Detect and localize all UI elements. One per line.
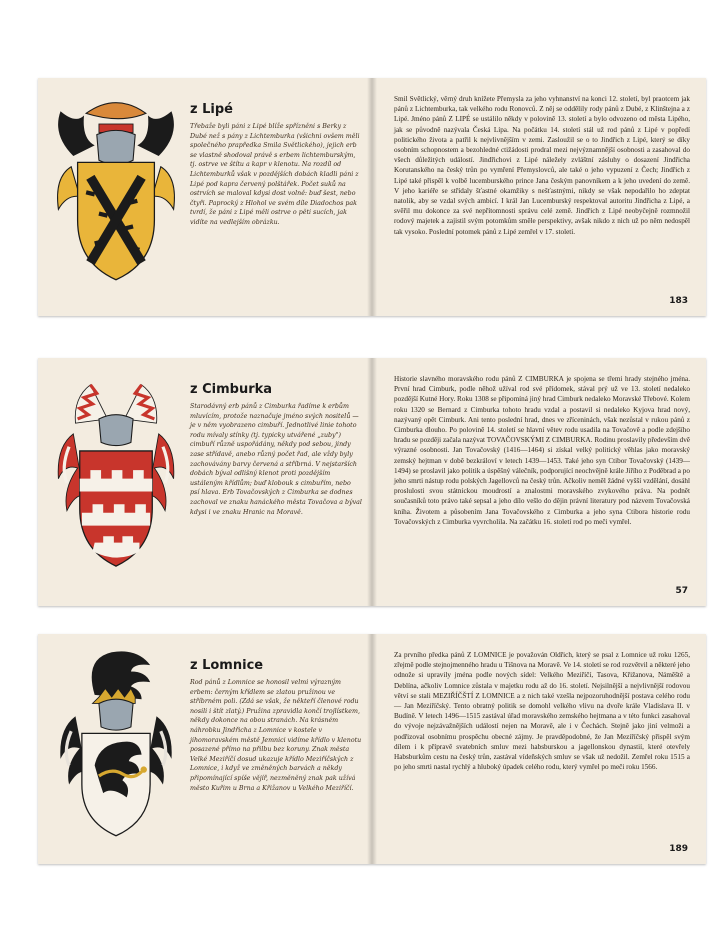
right-page (372, 358, 706, 606)
left-page (38, 78, 372, 316)
book-spread-lomnice (38, 634, 706, 864)
page-number: 183 (669, 296, 688, 306)
left-text-column (182, 648, 362, 854)
left-page (38, 634, 372, 864)
family-heading: z Cimburka (190, 382, 273, 397)
coat-of-arms-lipe (50, 92, 182, 306)
family-history-text: Historie slavného moravského rodu pánů Z CIMBURKA je spojena se třemi hrady stejného jména. První hrad Cimburk, podle něhož užíval rod své přídomek, stával prý už ve 13. století nedaleko pozdější Kutné Hory. Roku 1308 se připomíná jiný hrad Cimburk nedaleko Moravské Třebové. Kolem roku 1320 se Bernard z Cimburka tohoto hradu vzdal a postavil si nedaleko Kyjova hrad nový, nazývaný opět Cimburk. Ani tento poslední hrad, dnes ve zříceninách, však nezůstal v rukou pánů z Cimburka dlouho. Po polovině 14. století se hlavní větev rodu usadila na Tovačově a podle zdejšího hradu se později začala nazývat TOVAČOVSKÝMI Z CIMBURKA. Rodinu proslavily především dvě výrazné osobnosti. Jan Tovačovský (1416—1464) si získal velký politický věhlas jako moravský zemský hejtman v době bezkráloví v letech 1439—1453. Také jeho syn Ctibor Tovačovský (1439—1494) se proslavil jako politik a úspěšný válečník, podporující neochvějně krále Jiřího z Poděbrad a po jeho smrti nástup rodu polských Jagellovců na český trůn. Ačkoliv neměl žádné vyšší vzdělání, dosáhl proslulosti svou státnickou moudrostí a znalostmi moravského zvykového práva. Na podnět současníků toto právo také sepsal a jeho dílo vešlo do dějin právní literatury pod názvem Tovačovská kniha. Životem a působením Jana Tovačovského z Cimburka a jeho syna Ctibora historie rodu Tovačovských z Cimburka vyvrcholila. Na začátku 16. století rod po meči vymřel. (394, 375, 690, 526)
right-page (372, 634, 706, 864)
right-page (372, 78, 706, 316)
book-spread-cimburka (38, 358, 706, 606)
left-text-column (182, 372, 362, 596)
heraldic-description: Rod pánů z Lomnice se honosil velmi výrazným erbem: černým křídlem se zlatou pružinou ve stříbrném poli. (Zdá se však, že někteří členové rodu nosili i štít zlatý.) Pružina zpravidla končí trojlístkem, někdy dokonce na obou stranách. Na krásném náhrobku Jindřicha z Lomnice v kostele v jihomoravském městě Jemnici vidíme křídlo v klenotu posazené přímo na přilbu bez koruny. Znak města Velké Meziříčí dosud ukazuje křídlo Meziříčských z Lomnice, i když ve změněných barvách a někdy připomínající spíše vějíř, nezměněný znak pak užívá město Kuřim u Brna a Křižanov u Velkého Meziříčí. (190, 679, 362, 792)
page-number: 189 (669, 844, 688, 854)
heraldic-description: Třebaže byli páni z Lipé blíže spřízněni s Berky z Dubé než s pány z Lichtemburka (všichni ovšem měli společného prapředka Smila Světlického), jejich erb se vlastně shodoval právě s erbem lichtemburským, tj. ostrve ve štítu a kapr v klenotu. Na rozdíl od Lichtemburků však v pozdějších dobách kladli páni z Lipé pod kapra červený polštářek. Počet suků na ostrvích se maloval kdysi dost volně: buď šest, nebo čtyři. Paprocký z Hlohol ve svém díle Diadochos pak tvrdí, že páni z Lipé měli ostrve o pěti sucích, jak vidíte na vedlejším obrázku. (190, 123, 360, 226)
family-heading: z Lipé (190, 102, 233, 117)
family-history-text: Smil Světlický, věrný druh knížete Přemysla za jeho vyhnanství na konci 12. století, byl praotcem jak pánů z Lichtemburka, tak velkého rodu Ronovců. Z něj se oddělily rody pánů z Dubé, z Klinštejna a z Lipé. Jméno pánů Z LIPÉ se ustálilo někdy v polovině 13. století a bylo odvozeno od města Lipého, jak se původně nazývala Česká Lípa. Na počátku 14. století stál už rod pánů z Lipé v popředí politického života a patřil k nejvlivnějším v zemi. Zasloužil se o to Jindřich z Lipé, který se díky osobním schopnostem a bezohledné ctižádosti prodral mezi nejvýznamnější osobnosti a zasahoval do všech důležitých událostí. Jindřichovi z Lipé náležely zvláštní zásluhy o dosazení Jindřicha Korutanského na český trůn po vymření Přemyslovců, ale také o jeho vypuzení z Čech; Jindřich z Lipé také přispěl k volbě lucemburského prince Jana českým panovníkem a k jeho uvedení do země. V jeho kariéře se střídaly šťastné okamžiky s nešťastnými, nikdy se však nepodařilo ho zdeptat natolik, aby se vzdal svých ambicí. I král Jan Lucemburský respektoval autoritu Jindřicha z Lipé, a svěřil mu dokonce za své nepřítomnosti správu celé země. Jindřich z Lipé neobyčejně rozmnožil rodový majetek a zajistil svým potomkům směle perspektivy, avšak nikdo z nich už po něm nedospěl tak vysoko. Poslední potomek pánů z Lipé zemřel v 17. století. (394, 95, 690, 236)
coat-of-arms-lomnice (50, 648, 182, 854)
heraldic-description: Starodávný erb pánů z Cimburka řadíme k erbům mluvícím, protože naznačuje jméno svých nositelů — je v něm vyobrazeno cimbuří. Jednotlivé linie tohoto rodu mívaly stínky (tj. typicky utvářené „zuby") cimbuří různě uspořádány, někdy pod sebou, jindy zase střídavě, anebo různý počet řad, ale vždy byly zachovávány barvy červená a stříbrná. V nejstarších dobách býval odlišný klenot proti pozdějším ustáleným křídlům; buď klobouk s cimbuřím, nebo psí hlava. Erb Tovačovských z Cimburka se dodnes zachoval ve znaku hanáckého města Tovačova a býval kdysi i ve znaku Hranic na Moravě. (190, 403, 362, 516)
left-page (38, 358, 372, 606)
coat-of-arms-lomnice-illustration (52, 648, 180, 840)
left-text-column (182, 92, 362, 306)
family-heading: z Lomnice (190, 658, 264, 673)
family-history-text: Za prvního předka pánů Z LOMNICE je považován Oldřich, který se psal z Lomnice už roku 1265, zřejmě podle stejnojmenného hradu u Tišnova na Moravě. Ve 14. století se rod rozvětvil a některé jeho odnože si upravily jména podle nových sídel: Velkého Meziříčí, Tasova, Křižanova, Náměště a Deblína, ačkoliv Lomnice zůstala v majetku rodu až do 16. století. Nejsilnější a nejvlivnější rodovou větví se stali MEZIŘÍČŠTÍ Z LOMNICE a z nich také vzešla nejpozoruhodnější postava celého rodu — Jan Meziříčský. Tento obratný politik se domohl velkého vlivu na dvoře krále Vladislava II. v Budíně. V letech 1496—1515 zastával úřad moravského zemského hejtmana a v této funkci zasahoval do vývoje nejzávažnějších událostí nejen na Moravě, ale i v Čechách. Stejně jako jiní velmoži a podřizoval osobnímu prospěchu obecné zájmy. Je pravděpodobné, že Jan Meziříčský přispěl svým dílem i k přípravě svatebních smluv mezi habsburskou a jagellonskou dynastií, které otevřely Habsburkům cestu na český trůn, zastával vídeňských smluv se však už nedožil. Zemřel roku 1515 a po jeho smrti nastal rychlý a hluboký úpadek celého rodu, který vymřel po meči roku 1566. (394, 651, 690, 772)
coat-of-arms-cimburka-illustration (52, 372, 180, 575)
book-spread-lipe (38, 78, 706, 316)
coat-of-arms-lipe-illustration (52, 92, 180, 284)
page-number: 57 (675, 586, 688, 596)
coat-of-arms-cimburka (50, 372, 182, 596)
